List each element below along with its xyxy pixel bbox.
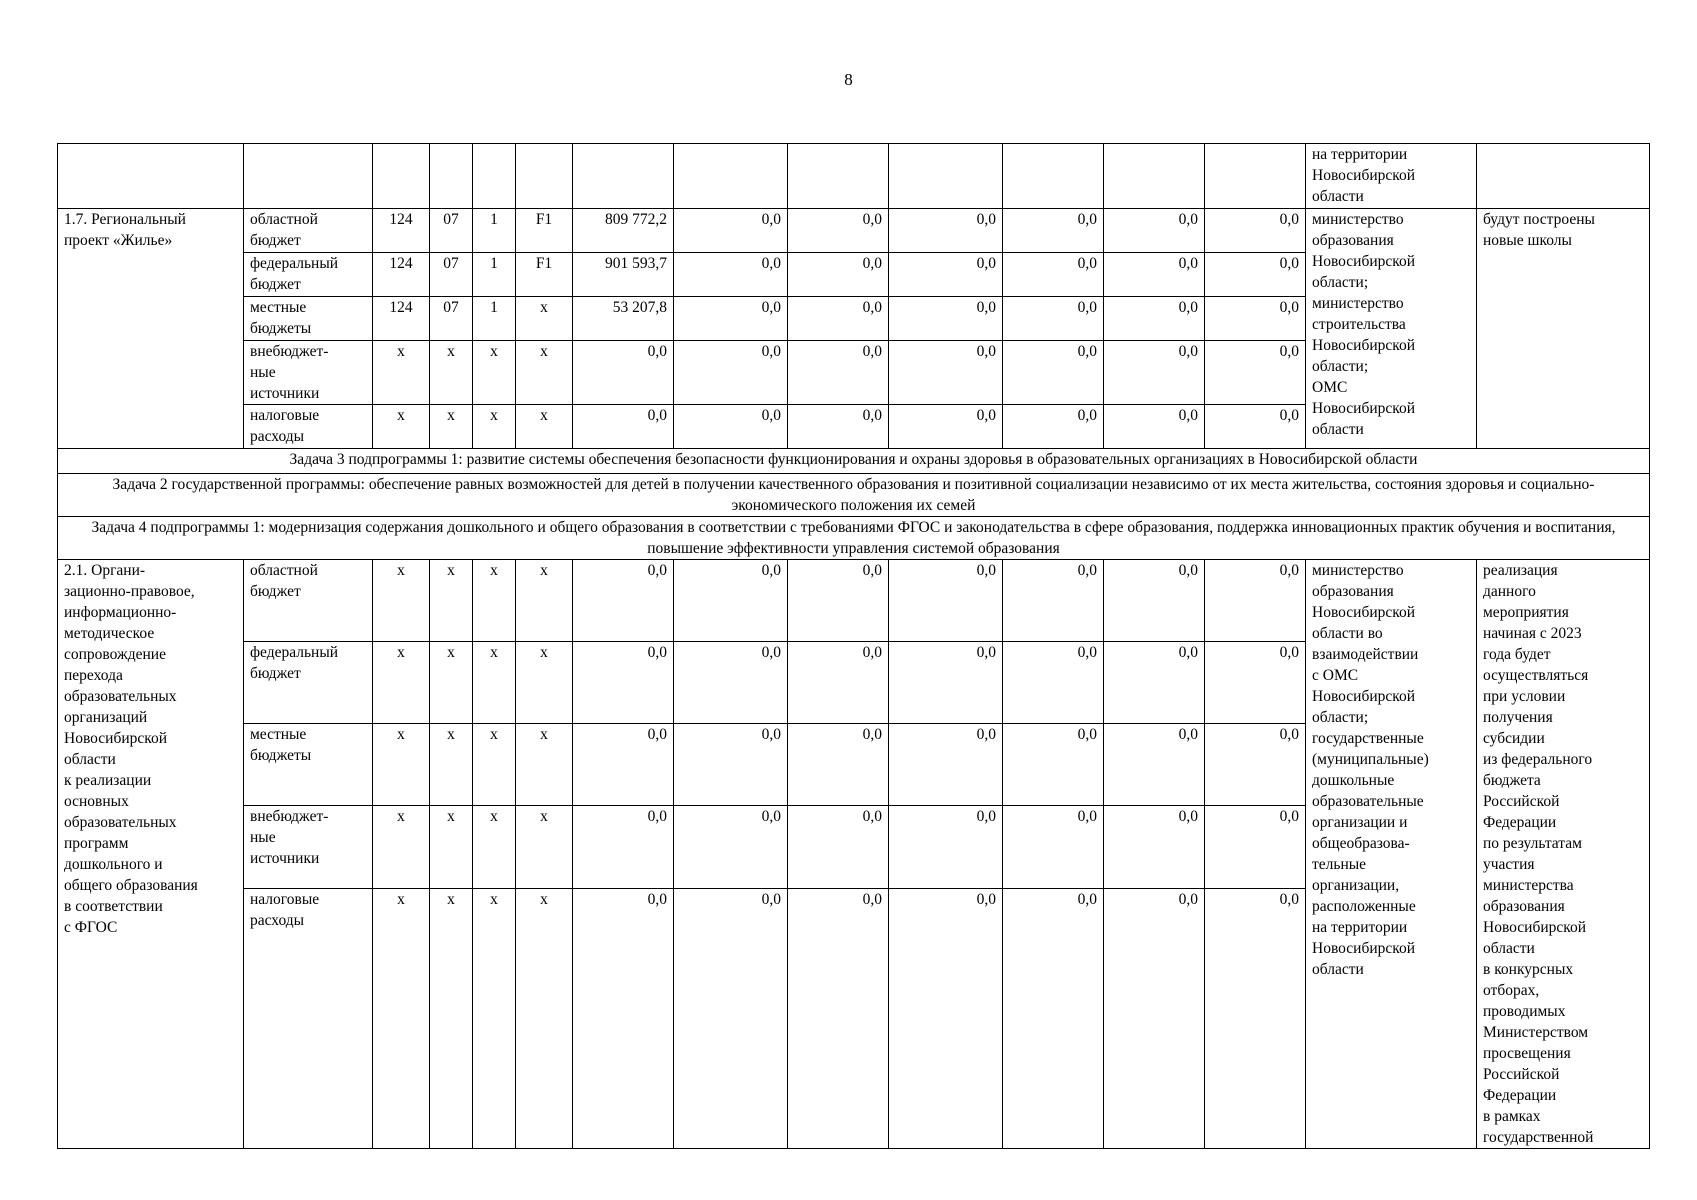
- value-cell: 0,0: [788, 341, 889, 405]
- funding-source: налоговые расходы: [244, 405, 373, 449]
- code-cell: х: [473, 888, 516, 1149]
- value-cell: 901 593,7: [573, 253, 674, 297]
- task-4-subprogram-1: Задача 4 подпрограммы 1: модернизация содержания дошкольного и общего образования в соответствии с требованиями ФГОС и законодательства в сфере образования, поддержка инновационных практик обучения и воспитания, повышение эффективности управления системой образования: [58, 517, 1650, 560]
- value-cell: 0,0: [889, 806, 1003, 888]
- task-row: [58, 474, 1650, 517]
- code-cell: х: [430, 560, 473, 642]
- code-cell: 07: [430, 209, 473, 253]
- value-cell: 0,0: [1205, 560, 1306, 642]
- value-cell: 0,0: [1104, 560, 1205, 642]
- table-row: [58, 560, 1650, 642]
- value-cell: 0,0: [573, 724, 674, 806]
- code-cell: х: [516, 642, 573, 724]
- code-cell: 1: [473, 297, 516, 341]
- code-cell: х: [430, 806, 473, 888]
- value-cell: 0,0: [674, 888, 788, 1149]
- value-cell: 0,0: [573, 806, 674, 888]
- code-cell: х: [430, 405, 473, 449]
- code-cell: х: [516, 724, 573, 806]
- code-cell: 124: [373, 253, 430, 297]
- value-cell: 0,0: [889, 888, 1003, 1149]
- value-cell: 0,0: [889, 341, 1003, 405]
- value-cell: 0,0: [1003, 806, 1104, 888]
- value-cell: 0,0: [573, 405, 674, 449]
- value-cell: 0,0: [1003, 888, 1104, 1149]
- code-cell: х: [473, 642, 516, 724]
- code-cell: х: [473, 806, 516, 888]
- value-cell: 0,0: [1003, 253, 1104, 297]
- value-cell: 0,0: [1104, 341, 1205, 405]
- value-cell: 0,0: [1003, 209, 1104, 253]
- code-cell: 07: [430, 297, 473, 341]
- value-cell: 0,0: [573, 341, 674, 405]
- code-cell: 124: [373, 209, 430, 253]
- value-cell: 0,0: [788, 297, 889, 341]
- value-cell: 0,0: [1205, 253, 1306, 297]
- code-cell: х: [430, 341, 473, 405]
- code-cell: х: [473, 560, 516, 642]
- value-cell: 0,0: [1003, 341, 1104, 405]
- value-cell: 0,0: [788, 642, 889, 724]
- value-cell: 809 772,2: [573, 209, 674, 253]
- value-cell: 0,0: [674, 806, 788, 888]
- result-cell-2-1: реализация данного мероприятия начиная с 2023 года будет осуществляться при условии получения субсидии из федерального бюджета Российской Федерации по результатам участия министерства образования Новосибирской области в конкурсных отборах, проводимых Министерством просвещения Российской Федерации в рамках государственной: [1477, 560, 1650, 1149]
- value-cell: 0,0: [788, 806, 889, 888]
- code-cell: х: [516, 560, 573, 642]
- value-cell: 0,0: [788, 724, 889, 806]
- result-cell-1-7: будут построены новые школы: [1477, 209, 1650, 449]
- task-3-subprogram-1: Задача 3 подпрограммы 1: развитие системы обеспечения безопасности функционирования и охраны здоровья в образовательных организациях в Новосибирской области: [58, 449, 1650, 474]
- responsible-cell-1-7: министерство образования Новосибирской области; министерство строительства Новосибирской области; ОМС Новосибирской области: [1306, 209, 1477, 449]
- value-cell: 0,0: [1003, 642, 1104, 724]
- value-cell: 0,0: [1205, 209, 1306, 253]
- value-cell: 0,0: [1205, 888, 1306, 1149]
- value-cell: 0,0: [1205, 806, 1306, 888]
- value-cell: 0,0: [788, 888, 889, 1149]
- code-cell: х: [430, 724, 473, 806]
- code-cell: 124: [373, 297, 430, 341]
- task-row: [58, 517, 1650, 560]
- funding-source: областной бюджет: [244, 560, 373, 642]
- code-cell: F1: [516, 209, 573, 253]
- table-row: [58, 209, 1650, 253]
- code-cell: х: [473, 405, 516, 449]
- value-cell: 0,0: [1003, 724, 1104, 806]
- value-cell: 0,0: [1104, 297, 1205, 341]
- code-cell: х: [373, 806, 430, 888]
- value-cell: 0,0: [889, 405, 1003, 449]
- value-cell: 0,0: [674, 560, 788, 642]
- value-cell: 0,0: [1003, 405, 1104, 449]
- value-cell: 0,0: [674, 341, 788, 405]
- funding-source: федеральный бюджет: [244, 642, 373, 724]
- value-cell: 0,0: [889, 253, 1003, 297]
- value-cell: 0,0: [1104, 209, 1205, 253]
- value-cell: 0,0: [1104, 642, 1205, 724]
- value-cell: 0,0: [1205, 341, 1306, 405]
- task-row: [58, 449, 1650, 474]
- value-cell: 0,0: [1104, 724, 1205, 806]
- funding-source: внебюджет- ные источники: [244, 341, 373, 405]
- value-cell: 0,0: [674, 253, 788, 297]
- code-cell: х: [473, 341, 516, 405]
- funding-source: областной бюджет: [244, 209, 373, 253]
- value-cell: 0,0: [674, 297, 788, 341]
- value-cell: 0,0: [674, 405, 788, 449]
- funding-source: внебюджет- ные источники: [244, 806, 373, 888]
- code-cell: 1: [473, 209, 516, 253]
- value-cell: 0,0: [788, 405, 889, 449]
- value-cell: 0,0: [674, 642, 788, 724]
- value-cell: 0,0: [1205, 297, 1306, 341]
- task-2-state-program: Задача 2 государственной программы: обеспечение равных возможностей для детей в получении качественного образования и позитивной социализации независимо от их места жительства, состояния здоровья и социально-экономического положения их семей: [58, 474, 1650, 517]
- value-cell: 0,0: [1205, 724, 1306, 806]
- value-cell: 0,0: [573, 888, 674, 1149]
- code-cell: х: [516, 297, 573, 341]
- page-number: 8: [844, 70, 853, 89]
- code-cell: х: [516, 806, 573, 888]
- value-cell: 0,0: [1205, 642, 1306, 724]
- funding-source: местные бюджеты: [244, 297, 373, 341]
- value-cell: 0,0: [674, 209, 788, 253]
- value-cell: 0,0: [1104, 253, 1205, 297]
- code-cell: F1: [516, 253, 573, 297]
- code-cell: х: [516, 405, 573, 449]
- responsible-cell-continuation: на территории Новосибирской области: [1306, 144, 1477, 209]
- code-cell: х: [430, 642, 473, 724]
- funding-source: федеральный бюджет: [244, 253, 373, 297]
- code-cell: х: [373, 405, 430, 449]
- value-cell: 0,0: [573, 642, 674, 724]
- code-cell: х: [373, 560, 430, 642]
- table-row-continuation: [58, 144, 1650, 209]
- value-cell: 0,0: [788, 560, 889, 642]
- value-cell: 0,0: [1104, 888, 1205, 1149]
- value-cell: 0,0: [1104, 405, 1205, 449]
- code-cell: х: [373, 888, 430, 1149]
- value-cell: 0,0: [889, 642, 1003, 724]
- code-cell: х: [373, 724, 430, 806]
- value-cell: 0,0: [788, 253, 889, 297]
- code-cell: 07: [430, 253, 473, 297]
- value-cell: 0,0: [889, 560, 1003, 642]
- funding-source: налоговые расходы: [244, 888, 373, 1149]
- code-cell: х: [373, 642, 430, 724]
- value-cell: 0,0: [788, 209, 889, 253]
- code-cell: 1: [473, 253, 516, 297]
- value-cell: 0,0: [1003, 297, 1104, 341]
- responsible-cell-2-1: министерство образования Новосибирской области во взаимодействии с ОМС Новосибирской области; государственные (муниципальные) дошкольные образовательные организации и общеобразова- тельные организации, расположенные на территории Новосибирской области: [1306, 560, 1477, 1149]
- value-cell: 0,0: [1205, 405, 1306, 449]
- code-cell: х: [473, 724, 516, 806]
- funding-source: местные бюджеты: [244, 724, 373, 806]
- value-cell: 0,0: [674, 724, 788, 806]
- value-cell: 53 207,8: [573, 297, 674, 341]
- value-cell: 0,0: [889, 297, 1003, 341]
- code-cell: х: [373, 341, 430, 405]
- value-cell: 0,0: [889, 724, 1003, 806]
- value-cell: 0,0: [573, 560, 674, 642]
- item-name-1-7: 1.7. Региональный проект «Жилье»: [58, 209, 244, 449]
- code-cell: х: [516, 888, 573, 1149]
- item-name-2-1: 2.1. Органи- зационно-правовое, информационно- методическое сопровождение перехода образовательных организаций Новосибирской области к реализации основных образовательных программ дошкольного и общего образования в соответствии с ФГОС: [58, 560, 244, 1149]
- program-table: [57, 143, 1650, 1149]
- code-cell: х: [430, 888, 473, 1149]
- value-cell: 0,0: [1104, 806, 1205, 888]
- code-cell: х: [516, 341, 573, 405]
- value-cell: 0,0: [1003, 560, 1104, 642]
- value-cell: 0,0: [889, 209, 1003, 253]
